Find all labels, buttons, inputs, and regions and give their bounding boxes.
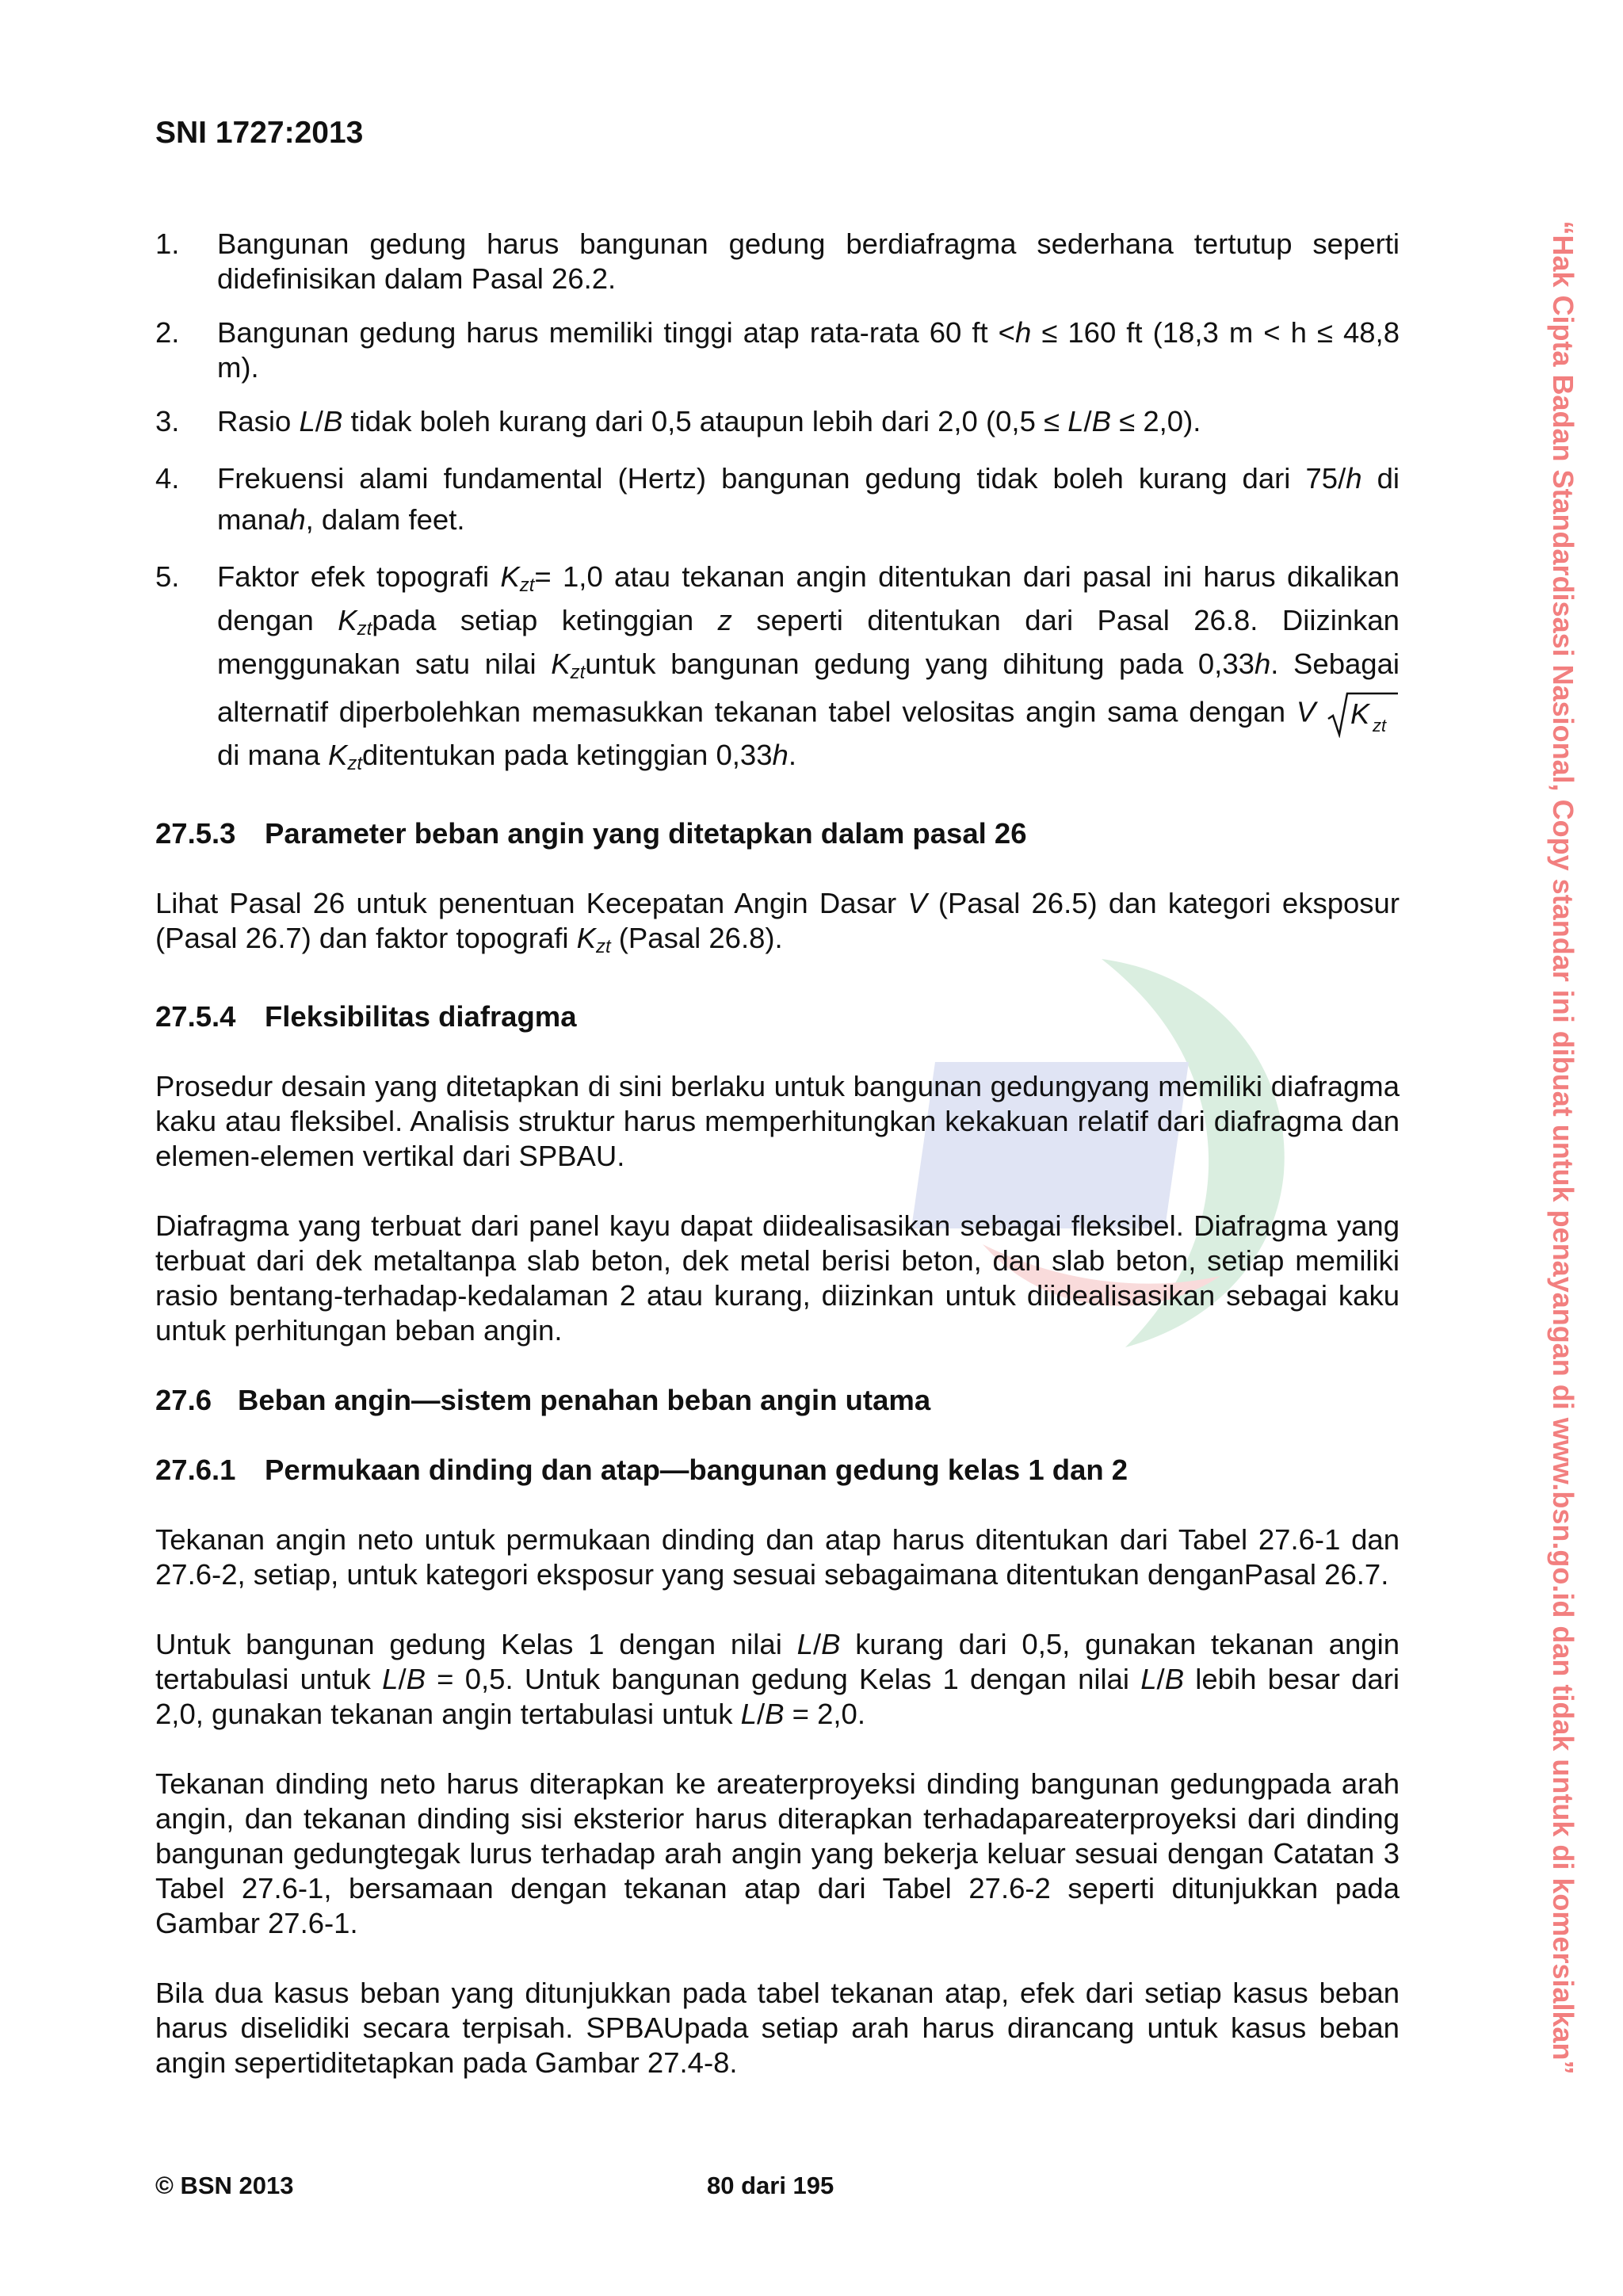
list-text: Bangunan gedung harus bangunan gedung berdiafragma sederhana tertutup seperti didefinisikan dalam Pasal 26.2.: [217, 227, 1400, 295]
section-title: Fleksibilitas diafragma: [265, 1000, 577, 1033]
section-title: Permukaan dinding dan atap—bangunan gedung kelas 1 dan 2: [265, 1454, 1128, 1486]
var-k: K: [338, 604, 357, 636]
list-text: Rasio: [217, 405, 300, 437]
var-b: B: [821, 1628, 841, 1660]
list-text: Bangunan gedung harus memiliki tinggi atap rata-rata 60 ft <: [217, 316, 1015, 349]
formula-zt: zt: [1373, 716, 1387, 735]
section-title: Beban angin—sistem penahan beban angin utama: [238, 1384, 931, 1416]
footer-page-number: 80 dari 195: [707, 2172, 834, 2199]
var-h: h: [1254, 648, 1271, 680]
paragraph: Prosedur desain yang ditetapkan di sini berlaku untuk bangunan gedungyang memiliki diafragma kaku atau fleksibel. Analisis struktur harus memperhitungkan kekakuan relatif dari diafragma dan elemen-elemen vertikal dari SPBAU.: [155, 1070, 1400, 1172]
list-number: 1.: [155, 227, 180, 260]
section-heading: [155, 816, 1400, 851]
var-l: L: [382, 1663, 399, 1695]
var-k: K: [576, 922, 596, 954]
section-heading: [155, 1383, 1400, 1418]
slash: /: [315, 405, 323, 437]
list-text: Frekuensi alami fundamental (Hertz) bangunan gedung tidak boleh kurang dari 75/: [217, 462, 1346, 495]
var-k: K: [551, 648, 571, 680]
subscript-zt: zt: [347, 753, 363, 774]
var-h: h: [289, 503, 306, 536]
list-text: , dalam feet.: [305, 503, 465, 536]
square-root-formula: [1327, 690, 1400, 738]
paragraph: Tekanan angin neto untuk permukaan dinding dan atap harus ditentukan dari Tabel 27.6-1 dan 27.6-2, setiap, untuk kategori eksposur yang sesuai sebagaimana ditentukan denganPasal 26.7.: [155, 1523, 1400, 1591]
paragraph: Tekanan dinding neto harus diterapkan ke areaterproyeksi dinding bangunan gedungpada arah angin, dan tekanan dinding sisi eksterior harus diterapkan terhadapareaterproyeksi dari dinding bangunan gedungtegak lurus terhadap arah angin yang bekerja keluar sesuai dengan Catatan 3 Tabel 27.6-1, bersamaan dengan tekanan atap dari Tabel 27.6-2 seperti ditunjukkan pada Gambar 27.6-1.: [155, 1767, 1400, 1939]
section-heading: [155, 999, 1400, 1034]
var-h: h: [1014, 316, 1032, 349]
list-number: 3.: [155, 405, 180, 437]
var-v: V: [907, 887, 927, 919]
copyright-side-notice: “Hak Cipta Badan Standardisasi Nasional, Copy standar ini dibuat untuk penayangan di www.bsn.go.id dan tidak untuk di komersialkan”: [1547, 220, 1579, 2075]
var-z: z: [717, 604, 732, 636]
document-header: SNI 1727:2013: [155, 116, 364, 150]
var-l: L: [299, 405, 315, 437]
var-l: L: [796, 1628, 813, 1660]
list-number: 4.: [155, 462, 180, 495]
var-l: L: [1067, 405, 1084, 437]
var-v: V: [1296, 695, 1316, 728]
list-item: 5. Faktor efek topografi $K_{zt}= 1,0$ atau tekanan angin ditentukan dari pasal ini harus dikalikan dengan $K_{zt}pada$ setiap ketinggian z seperti ditentukan dari Pasal 26.8. Diizinkan menggunakan satu nilai $K_{zt}untuk$ bangunan gedung yang dihitung pada 0,33h. Sebagai alternatif diperbolehkan memasukkan tekanan tabel velositas angin sama dengan V K zt di mana $K_{zt}ditentukan$ pada ketinggian 0,33h.: [155, 560, 1400, 774]
list-item: [155, 315, 1400, 385]
var-k: K: [500, 560, 520, 593]
list-text: tidak boleh kurang dari 0,5 ataupun lebih dari 2,0 (0,5 ≤: [342, 405, 1068, 437]
subscript-zt: zt: [570, 662, 586, 683]
list-item: [155, 404, 1400, 439]
list-item: [155, 227, 1400, 296]
footer-copyright: © BSN 2013: [155, 2172, 294, 2199]
section-number: 27.5.3: [155, 817, 236, 850]
paragraph: Lihat Pasal 26 untuk penentuan Kecepatan Angin Dasar V (Pasal 26.5) dan kategori eksposur (Pasal 26.7) dan faktor topografi $K_{zt}$ (Pasal 26.8).: [155, 887, 1400, 957]
subscript-zt: zt: [357, 618, 372, 640]
section-number: 27.6: [155, 1384, 212, 1416]
var-k: K: [328, 739, 348, 771]
subscript-zt: zt: [519, 575, 535, 596]
var-l: L: [740, 1698, 757, 1730]
paragraph: Untuk bangunan gedung Kelas 1 dengan nilai L/B kurang dari 0,5, gunakan tekanan angin tertabulasi untuk L/B = 0,5. Untuk bangunan gedung Kelas 1 dengan nilai L/B lebih besar dari 2,0, gunakan tekanan angin tertabulasi untuk L/B = 2,0.: [155, 1628, 1400, 1730]
formula-k: K: [1350, 697, 1370, 730]
var-l: L: [1140, 1663, 1157, 1695]
section-heading: [155, 1453, 1400, 1488]
paragraph: Bila dua kasus beban yang ditunjukkan pada tabel tekanan atap, efek dari setiap kasus beban harus diselidiki secara terpisah. SPBAUpada setiap arah harus dirancang untuk kasus beban angin sepertiditetapkan pada Gambar 27.4-8.: [155, 1977, 1400, 2079]
list-text: ≤ 2,0).: [1111, 405, 1201, 437]
subscript-zt: zt: [595, 936, 611, 957]
section-number: 27.5.4: [155, 1000, 236, 1033]
section-title: Parameter beban angin yang ditetapkan dalam pasal 26: [265, 817, 1027, 850]
list-item: [155, 458, 1400, 541]
list-text: ≤ 160 ft (18,3 m < h ≤ 48,8 m).: [217, 316, 1400, 384]
list-text: di mana: [217, 462, 1400, 536]
var-h: h: [1346, 462, 1362, 495]
var-b: B: [323, 405, 343, 437]
var-b: B: [765, 1698, 785, 1730]
slash: /: [1083, 405, 1092, 437]
var-b: B: [1164, 1663, 1185, 1695]
list-number: 2.: [155, 316, 180, 349]
var-h: h: [772, 739, 789, 771]
section-number: 27.6.1: [155, 1454, 236, 1486]
paragraph: Diafragma yang terbuat dari panel kayu dapat diidealisasikan sebagai fleksibel. Diafragma yang terbuat dari dek metaltanpa slab beton, dek metal berisi beton, dan slab beton, setiap memiliki rasio bentang-terhadap-kedalaman 2 atau kurang, diizinkan untuk diidealisasikan sebagai kaku untuk perhitungan beban angin.: [155, 1209, 1400, 1347]
var-b: B: [1091, 405, 1112, 437]
var-b: B: [406, 1663, 426, 1695]
list-number: 5.: [155, 560, 180, 593]
document-body: [155, 227, 1400, 2115]
